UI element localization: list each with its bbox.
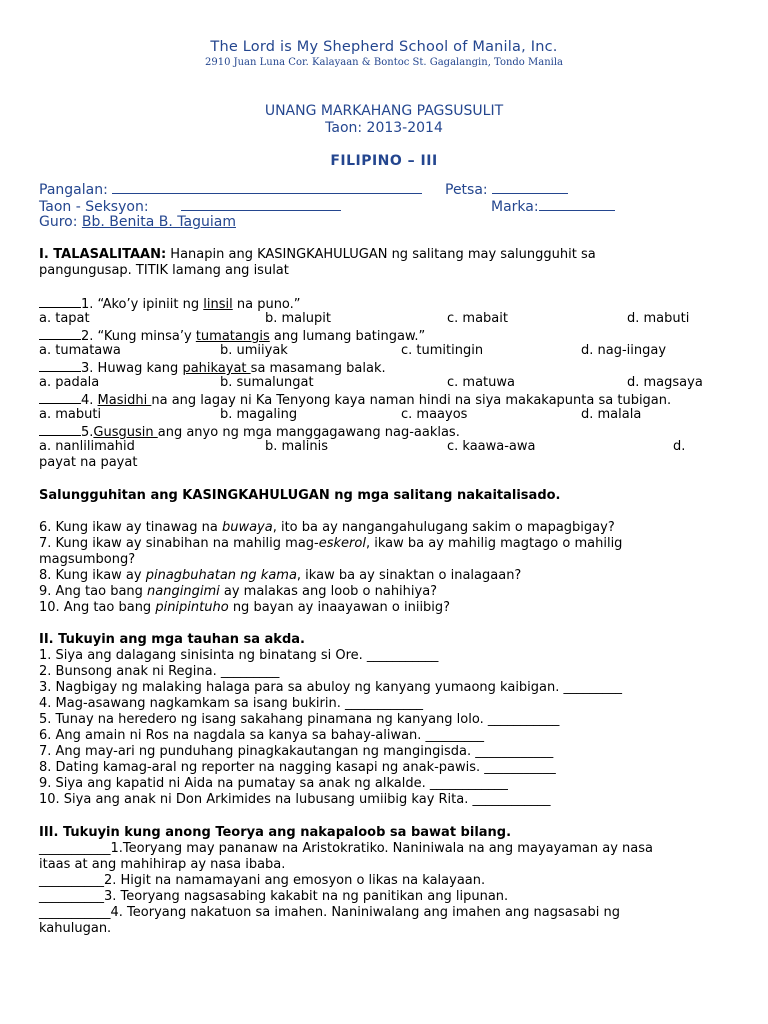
question-item: 5. Tunay na heredero ng isang sakahang pinamana ng kanyang lolo. ___________	[39, 712, 560, 727]
question-item	[39, 520, 615, 535]
question-text: magsumbong?	[39, 552, 136, 567]
underlined-word: pahikayat	[182, 361, 251, 376]
question-item: 3. Nagbigay ng malaking halaga para sa abuloy ng kanyang yumaong kaibigan. _________	[39, 680, 623, 695]
question-text: ang lumang batingaw.”	[269, 329, 426, 344]
answer-blank[interactable]	[39, 295, 81, 308]
question-item	[39, 327, 425, 344]
school-address: 2910 Juan Luna Cor. Kalayaan & Bontoc St. Gagalangin, Tondo Manila	[204, 57, 564, 68]
part2-title: II. Tukuyin ang mga tauhan sa akda.	[39, 632, 305, 647]
question-item: 8. Dating kamag-aral ng reporter na nagging kasapi ng anak-pawis. ___________	[39, 760, 556, 775]
question-text: , ikaw ba ay mahilig magtago o mahilig	[365, 536, 623, 551]
question-text: 6. Kung ikaw ay tinawag na	[39, 520, 222, 535]
question-text: ang anyo ng mga manggagawang nag-aaklas.	[157, 425, 460, 440]
question-item: 7. Ang may-ari ng punduhang pinagkakautangan ng mangingisda. ____________	[39, 744, 554, 759]
answer-choice: a. padala	[39, 375, 100, 390]
answer-choice: b. malinis	[265, 439, 328, 454]
date-blank[interactable]	[492, 179, 568, 194]
question-item: 2. Bunsong anak ni Regina. _________	[39, 664, 280, 679]
question-item: 1. Siya ang dalagang sinisinta ng binatang si Ore. ___________	[39, 648, 439, 663]
question-item: itaas at ang mahihirap ay nasa ibaba.	[39, 857, 286, 872]
question-text: 9. Ang tao bang	[39, 584, 148, 599]
part1-title: I. TALASALITAAN:	[39, 247, 167, 262]
question-item	[39, 536, 622, 551]
question-text: na ang lagay ni Ka Tenyong kaya naman hindi na siya makakapunta sa tubigan.	[151, 393, 672, 408]
name-label: Pangalan:	[39, 182, 108, 198]
question-number: 3.	[81, 361, 94, 376]
answer-blank[interactable]	[39, 423, 81, 436]
answer-choice: d. nag-iingay	[581, 343, 667, 358]
question-text: na puno.”	[232, 297, 301, 312]
score-blank[interactable]	[539, 196, 615, 211]
question-text: “Ako’y ipiniit ng	[93, 297, 204, 312]
answer-choice: c. tumitingin	[401, 343, 484, 358]
answer-choice: d. magsaya	[627, 375, 703, 390]
section-blank[interactable]	[181, 196, 341, 211]
exam-title: UNANG MARKAHANG PAGSUSULIT	[264, 103, 504, 119]
part1b-instruction: Salungguhitan ang KASINGKAHULUGAN ng mga salitang nakaitalisado.	[39, 488, 561, 503]
answer-choice: b. malupit	[265, 311, 331, 326]
underlined-word: linsil	[203, 297, 233, 312]
question-text: “Kung minsa’y	[93, 329, 196, 344]
subject-title: FILIPINO – III	[330, 153, 438, 169]
question-item: 10. Siya ang anak ni Don Arkimides na lubusang umiibig kay Rita. ____________	[39, 792, 551, 807]
italic-word: buwaya	[221, 520, 273, 535]
answer-choice: c. matuwa	[447, 375, 515, 390]
question-item	[39, 295, 301, 312]
score-label: Marka:	[491, 199, 539, 215]
question-item	[39, 568, 521, 583]
question-item: 6. Ang amain ni Ros na nagdala sa kanya sa bahay-aliwan. _________	[39, 728, 485, 743]
underlined-word: tumatangis	[195, 329, 270, 344]
question-number: 1.	[81, 297, 94, 312]
teacher-label: Guro:	[39, 214, 78, 230]
question-text: Huwag kang	[93, 361, 183, 376]
answer-choice: a. tapat	[39, 311, 90, 326]
score-field	[491, 196, 615, 215]
underlined-word: Masidhi	[97, 393, 152, 408]
question-number: 4.	[81, 393, 94, 408]
answer-choice: b. sumalungat	[220, 375, 314, 390]
italic-word: pinipintuho	[155, 600, 229, 615]
question-item: 4. Mag-asawang nagkamkam sa isang bukirin. ____________	[39, 696, 423, 711]
question-item: __________2. Higit na namamayani ang emosyon o likas na kalayaan.	[39, 873, 486, 888]
answer-choice: d. malala	[581, 407, 642, 422]
answer-blank[interactable]	[39, 327, 81, 340]
question-item: __________3. Teoryang nagsasabing kakabit na ng panitikan ang lipunan.	[39, 889, 509, 904]
question-text: , ito ba ay nangangahulugang sakim o mapagbigay?	[272, 520, 615, 535]
answer-choice: b. magaling	[220, 407, 298, 422]
question-item	[39, 423, 460, 440]
question-item	[39, 600, 450, 615]
school-name: The Lord is My Shepherd School of Manila, Inc.	[210, 39, 558, 55]
answer-blank[interactable]	[39, 391, 81, 404]
answer-choice: d. mabuti	[627, 311, 690, 326]
section-label: Taon - Seksyon:	[39, 199, 149, 215]
answer-choice: a. tumatawa	[39, 343, 121, 358]
name-blank[interactable]	[112, 179, 422, 194]
date-label: Petsa:	[445, 182, 488, 198]
question-text: 10. Ang tao bang	[39, 600, 156, 615]
question-item	[39, 584, 437, 599]
answer-choice: c. kaawa-awa	[447, 439, 536, 454]
part1-instruction-b: pangungusap. TITIK lamang ang isulat	[39, 263, 289, 278]
question-item	[39, 552, 135, 567]
question-item	[39, 359, 386, 376]
answer-choice: b. umiiyak	[220, 343, 288, 358]
question-item	[39, 391, 671, 408]
question-number: 5.	[81, 425, 94, 440]
question-text: sa masamang balak.	[250, 361, 386, 376]
school-year: Taon: 2013-2014	[325, 120, 443, 136]
part1-instruction	[39, 247, 596, 262]
answer-choice: c. mabait	[447, 311, 508, 326]
teacher-name: Bb. Benita B. Taguiam	[81, 214, 236, 230]
italic-word: nangingimi	[147, 584, 220, 599]
part1-instruction-a: Hanapin ang KASINGKAHULUGAN ng salitang may salungguhit sa	[166, 247, 596, 262]
part3-title: III. Tukuyin kung anong Teorya ang nakapaloob sa bawat bilang.	[39, 825, 512, 840]
question-item: 9. Siya ang kapatid ni Aida na pumatay sa anak ng alkalde. ____________	[39, 776, 508, 791]
answer-blank[interactable]	[39, 359, 81, 372]
teacher-field	[39, 214, 236, 230]
underlined-word: Gusgusin	[93, 425, 158, 440]
section-field	[39, 196, 341, 215]
answer-choice: c. maayos	[401, 407, 468, 422]
question-item: kahulugan.	[39, 921, 112, 936]
question-text: , ikaw ba ay sinaktan o inalagaan?	[296, 568, 522, 583]
question-text: ay malakas ang loob o nahihiya?	[219, 584, 438, 599]
question-text: ng bayan ay inaayawan o iniibig?	[228, 600, 451, 615]
italic-word: eskerol	[318, 536, 366, 551]
question-number: 2.	[81, 329, 94, 344]
question-item: ___________4. Teoryang nakatuon sa imahen. Naniniwalang ang imahen ang nagsasabi ng	[39, 905, 620, 920]
answer-choice: payat na payat	[39, 455, 138, 470]
question-text: 8. Kung ikaw ay	[39, 568, 146, 583]
answer-choice: a. mabuti	[39, 407, 102, 422]
answer-choice: d.	[673, 439, 686, 454]
question-text: 7. Kung ikaw ay sinabihan na mahilig mag-	[39, 536, 319, 551]
question-item: ___________1.Teoryang may pananaw na Aristokratiko. Naniniwala na ang mayayaman ay nasa	[39, 841, 653, 856]
answer-choice: a. nanlilimahid	[39, 439, 135, 454]
italic-word: pinagbuhatan ng kama	[145, 568, 297, 583]
